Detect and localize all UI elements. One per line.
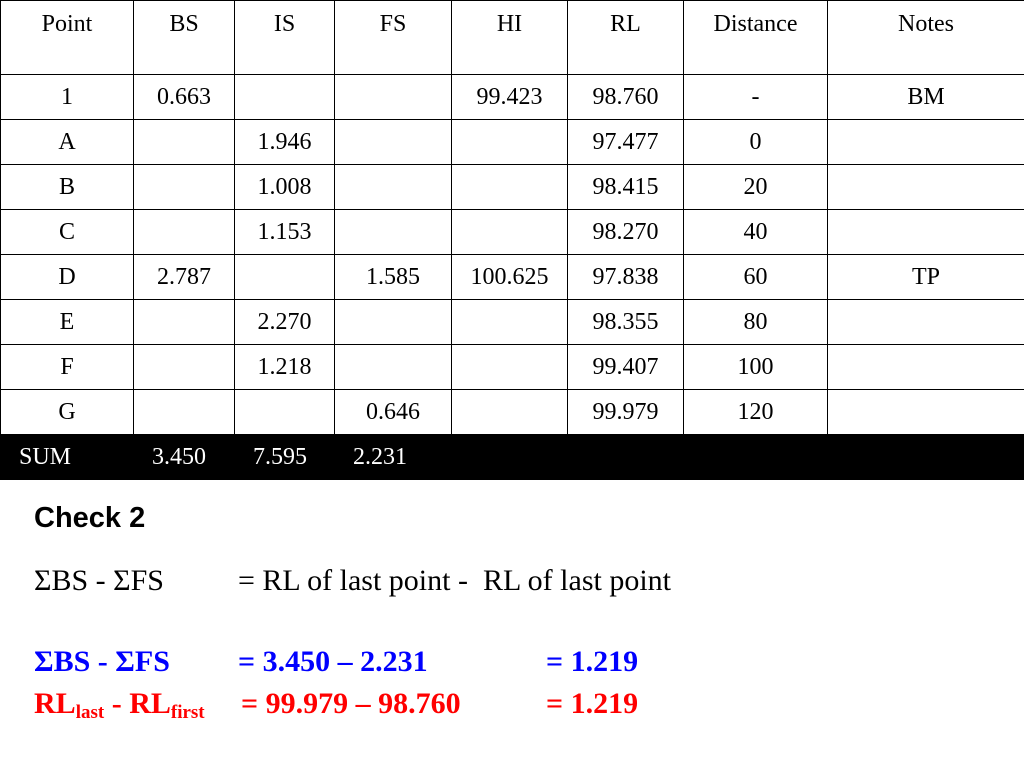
table-cell: 2.270 <box>235 300 335 345</box>
table-cell: A <box>1 120 134 165</box>
check-title: Check 2 <box>34 502 146 534</box>
table-cell <box>452 165 568 210</box>
table-cell: 40 <box>684 210 828 255</box>
rl-last-sub: last <box>75 702 105 723</box>
line3-mid: = 99.979 – 98.760 <box>241 687 461 720</box>
table-cell: TP <box>828 255 1024 300</box>
table-row <box>1 120 1024 165</box>
table-cell: 1 <box>1 75 134 120</box>
table-cell: 98.355 <box>568 300 684 345</box>
table-cell: 99.979 <box>568 390 684 435</box>
table-cell: 1.008 <box>235 165 335 210</box>
table-cell: 1.218 <box>235 345 335 390</box>
table-cell: 0 <box>684 120 828 165</box>
table-row <box>1 75 1024 120</box>
header-rl: RL <box>568 1 684 75</box>
table-cell: 2.787 <box>134 255 235 300</box>
line1-lhs: ΣBS - ΣFS <box>34 564 164 597</box>
table-cell <box>335 345 452 390</box>
table-cell <box>452 390 568 435</box>
check-line-2-result <box>546 645 638 679</box>
table-cell <box>235 75 335 120</box>
table-cell: 99.407 <box>568 345 684 390</box>
line2-mid: = 3.450 – 2.231 <box>238 645 428 678</box>
header-bs: BS <box>134 1 235 75</box>
table-row <box>1 390 1024 435</box>
line1-rhs: = RL of last point - RL of last point <box>238 564 671 597</box>
table-cell: 80 <box>684 300 828 345</box>
sum-cell <box>828 435 1024 480</box>
table-cell <box>134 165 235 210</box>
sum-cell <box>568 435 684 480</box>
table-cell <box>235 255 335 300</box>
table-cell: 98.415 <box>568 165 684 210</box>
table-cell: E <box>1 300 134 345</box>
table-cell <box>134 345 235 390</box>
table-cell <box>828 210 1024 255</box>
line2-result: = 1.219 <box>546 645 639 678</box>
check-line-3-mid <box>241 687 461 721</box>
table-cell: 100 <box>684 345 828 390</box>
table-cell <box>134 120 235 165</box>
line3-sep: - <box>104 687 130 720</box>
check-line-1-rhs <box>238 564 671 598</box>
line2-lhs: ΣBS - ΣFS <box>34 645 170 678</box>
check-line-3-result <box>546 687 638 721</box>
table-cell: 100.625 <box>452 255 568 300</box>
table-cell <box>452 345 568 390</box>
table-cell <box>828 345 1024 390</box>
sum-cell: 2.231 <box>335 435 452 480</box>
header-is: IS <box>235 1 335 75</box>
table-cell: F <box>1 345 134 390</box>
table-row <box>1 300 1024 345</box>
table-cell: 20 <box>684 165 828 210</box>
table-cell: 0.646 <box>335 390 452 435</box>
table-cell <box>134 210 235 255</box>
table-cell: 98.760 <box>568 75 684 120</box>
table-cell <box>828 390 1024 435</box>
table-cell <box>452 120 568 165</box>
table-cell: G <box>1 390 134 435</box>
table-row <box>1 210 1024 255</box>
table-cell: BM <box>828 75 1024 120</box>
table-cell: 1.585 <box>335 255 452 300</box>
sum-cell: SUM <box>1 435 134 480</box>
header-distance: Distance <box>684 1 828 75</box>
line3-result: = 1.219 <box>546 687 639 720</box>
table-cell: 1.153 <box>235 210 335 255</box>
table-cell <box>335 120 452 165</box>
check-line-1 <box>34 564 164 598</box>
table-cell: 98.270 <box>568 210 684 255</box>
header-fs: FS <box>335 1 452 75</box>
table-cell <box>828 165 1024 210</box>
table-cell: B <box>1 165 134 210</box>
table-cell <box>335 210 452 255</box>
table-cell: 1.946 <box>235 120 335 165</box>
header-notes: Notes <box>828 1 1024 75</box>
sum-cell: 7.595 <box>235 435 335 480</box>
table-row <box>1 255 1024 300</box>
table-cell <box>828 300 1024 345</box>
table-cell: 97.838 <box>568 255 684 300</box>
sum-cell: 3.450 <box>134 435 235 480</box>
table-cell: 60 <box>684 255 828 300</box>
sum-cell <box>452 435 568 480</box>
rl-first: RL <box>129 687 171 720</box>
table-header-row <box>1 1 1024 75</box>
table-cell <box>134 390 235 435</box>
table-cell <box>452 300 568 345</box>
table-cell <box>828 120 1024 165</box>
table-cell: 120 <box>684 390 828 435</box>
check-line-3-lhs <box>34 687 205 721</box>
sum-row <box>1 435 1024 480</box>
header-point: Point <box>1 1 134 75</box>
table-cell <box>235 390 335 435</box>
table-cell: D <box>1 255 134 300</box>
table-row <box>1 165 1024 210</box>
table-cell <box>134 300 235 345</box>
rl-first-sub: first <box>170 702 205 723</box>
check-line-2-mid <box>238 645 428 679</box>
table-cell: - <box>684 75 828 120</box>
rl-last: RL <box>34 687 76 720</box>
table-cell: 97.477 <box>568 120 684 165</box>
table-cell <box>452 210 568 255</box>
sum-cell <box>684 435 828 480</box>
table-cell <box>335 300 452 345</box>
table-cell: C <box>1 210 134 255</box>
table-cell: 99.423 <box>452 75 568 120</box>
table-row <box>1 345 1024 390</box>
table-cell: 0.663 <box>134 75 235 120</box>
table-cell <box>335 165 452 210</box>
table-cell <box>335 75 452 120</box>
header-hi: HI <box>452 1 568 75</box>
check-line-2-lhs <box>34 645 170 679</box>
